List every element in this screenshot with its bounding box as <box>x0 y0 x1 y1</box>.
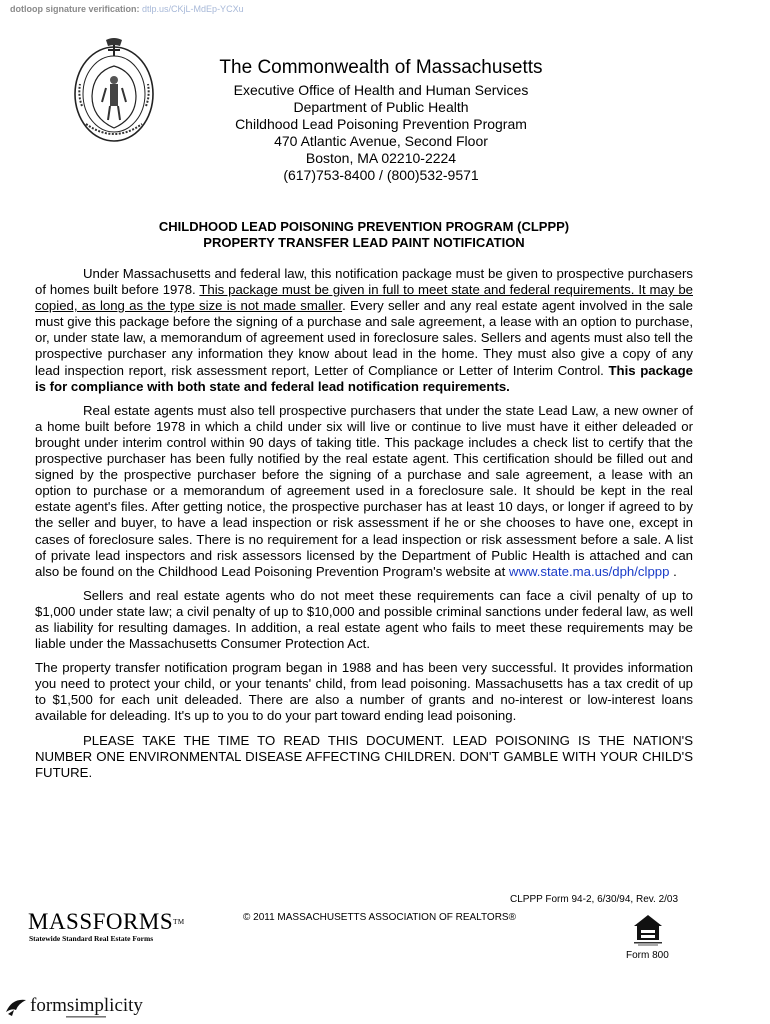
paragraph-1 <box>35 266 693 395</box>
document-title <box>35 219 693 251</box>
commonwealth-title: The Commonwealth of Massachusetts <box>219 57 543 78</box>
notification-title: PROPERTY TRANSFER LEAD PAINT NOTIFICATION <box>203 235 525 250</box>
dotloop-link[interactable]: dtlp.us/CKjL-MdEp-YCXu <box>142 4 244 14</box>
dotloop-label: dotloop signature verification: <box>10 4 140 14</box>
p1-text-cont: . Every seller and any real estate agent involved in the sale must give this package before the signing of a purchase and sale agreement, a lease with an option to purchase, or, under state law, a memorandum of agreement used in foreclosure sales. Sellers and agents must also tell the prospective purchaser any information they know about lead in the home. They must also give a copy of any lead inspection report, risk assessment report, Letter of Compliance or Letter of Interim Control. <box>35 298 693 378</box>
copyright: © 2011 MASSACHUSETTS ASSOCIATION OF REALTORS® <box>243 912 516 923</box>
clppp-website-link[interactable]: www.state.ma.us/dph/clppp <box>508 563 670 579</box>
p2-text-end: . <box>669 563 677 579</box>
form-800-label: Form 800 <box>626 950 669 961</box>
paragraph-2 <box>35 403 693 580</box>
p2-text: Real estate agents must also tell prospective purchasers that under the state Lead Law, a new owner of a home built before 1978 in which a child under six will live or continue to live must have it either deleaded or brought under interim control within 90 days of taking title. This package includes a check list to certify that the prospective purchaser has been fully notified by the real estate agent. This certification should be filled out and signed by the prospective purchaser before the signing of a purchase and sale agreement, a lease with an option to purchase or a memorandum of agreement used in a foreclosure sale. It should be kept in the real estate agent's files. After getting notice, the prospective purchaser has at least 10 days, or longer if agreed to by the seller and buyer, to have a lead inspection or risk assessment if he or she chooses to have one, except in cases of foreclosure sales. There is no requirement for a lead inspection or risk assessment before a sale. A list of private lead inspectors and risk assessors licensed by the Department of Public Health is attached and can also be found on the Childhood Lead Poisoning Prevention Program's website at <box>35 402 693 579</box>
paragraph-4: The property transfer notification program began in 1988 and has been very successful. It provides information you need to protect your child, or your tenants' child, from lead poisoning. Massachusetts has a tax credit of up to $1,500 for each unit deleaded. There are also a number of grants and no-interest or low-interest loans available for deleading. It's up to you to do your part toward ending lead poisoning. <box>35 660 693 724</box>
document-body <box>35 266 693 781</box>
formsimplicity-bird-icon <box>4 996 28 1018</box>
header-line: (617)753-8400 / (800)532-9571 <box>283 167 479 183</box>
header-line: 470 Atlantic Avenue, Second Floor <box>274 133 488 149</box>
header-line: Executive Office of Health and Human Services <box>233 82 529 98</box>
p1-text: Under Massachusetts and federal law, this notification package must be given to prospective purchasers of homes built before 1978. <box>35 266 693 298</box>
header-line: Boston, MA 02210-2224 <box>305 150 457 166</box>
massforms-wordmark: MASSFORMS <box>28 909 174 934</box>
paragraph-5: PLEASE TAKE THE TIME TO READ THIS DOCUMENT. LEAD POISONING IS THE NATION'S NUMBER ONE ENVIRONMENTAL DISEASE AFFECTING CHILDREN. DON'T GAMBLE WITH YOUR CHILD'S FUTURE. <box>35 732 693 780</box>
massforms-subtitle: Statewide Standard Real Estate Forms <box>29 934 154 943</box>
formsimplicity-logo <box>4 994 164 1020</box>
formsimplicity-wordmark: formsimplicity <box>30 995 143 1016</box>
program-title: CHILDHOOD LEAD POISONING PREVENTION PROGRAM (CLPPP) <box>158 219 570 234</box>
header-line: Department of Public Health <box>293 99 469 115</box>
massachusetts-seal-icon <box>72 36 156 144</box>
massforms-logo <box>28 910 185 943</box>
paragraph-3: Sellers and real estate agents who do not meet these requirements can face a civil penalty of up to $1,000 under state law; a civil penalty of up to $10,000 and possible criminal sanctions under federal law, as well as liability for resulting damages. In addition, a real estate agent who fails to meet these requirements may be liable under the Massachusetts Consumer Protection Act. <box>35 587 693 652</box>
p1-bold-text: This package is for compliance with both state and federal lead notification requirements. <box>35 362 693 394</box>
trademark-mark: TM <box>173 918 185 926</box>
equal-housing-icon <box>630 912 666 946</box>
formsimplicity-tagline-icon <box>66 1015 106 1019</box>
form-number: CLPPP Form 94-2, 6/30/94, Rev. 2/03 <box>510 894 679 905</box>
p1-underlined-text: This package must be given in full to meet state and federal requirements. It may be copied, as long as the type size is not made smaller <box>35 282 693 314</box>
dotloop-verification <box>10 4 244 14</box>
header-line: Childhood Lead Poisoning Prevention Program <box>235 116 527 132</box>
agency-header <box>200 56 562 184</box>
